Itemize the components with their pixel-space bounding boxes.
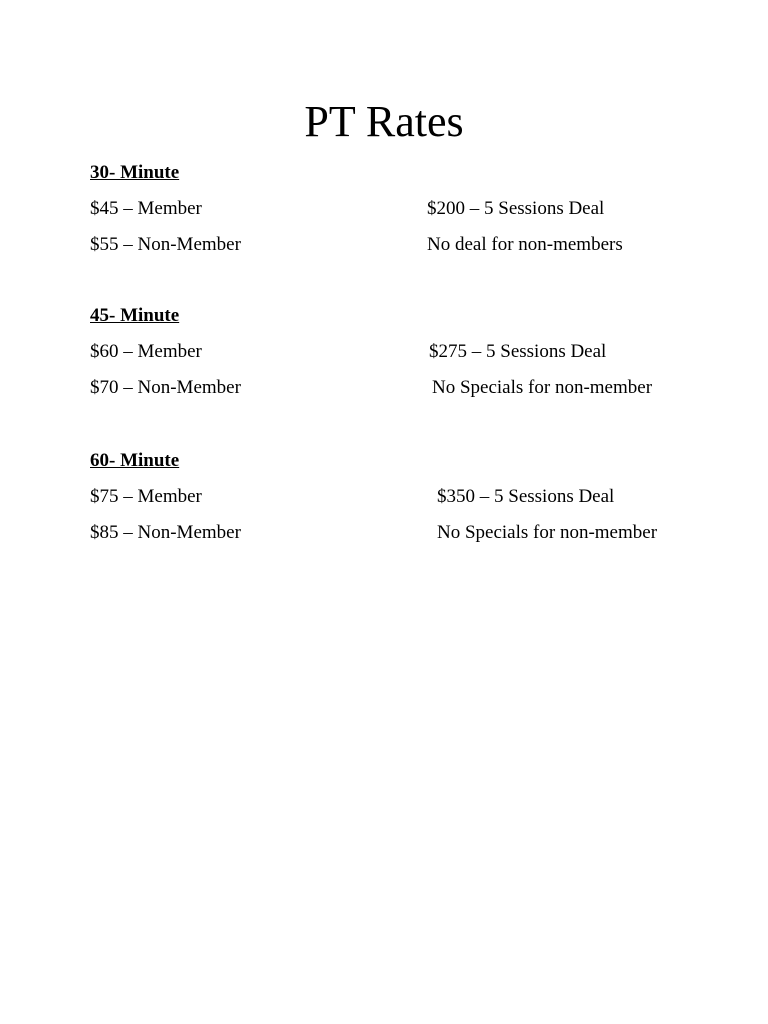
deal-non-member-45: No Specials for non-member bbox=[432, 377, 653, 398]
deal-member-30: $200 – 5 Sessions Deal bbox=[427, 198, 605, 219]
page-title: PT Rates bbox=[304, 97, 464, 146]
section-heading-45-minute: 45- Minute bbox=[90, 305, 180, 326]
section-heading-60-minute: 60- Minute bbox=[90, 450, 180, 471]
rate-member-30: $45 – Member bbox=[90, 198, 202, 219]
deal-non-member-60: No Specials for non-member bbox=[437, 522, 658, 543]
rate-non-member-60: $85 – Non-Member bbox=[90, 522, 241, 543]
rate-member-60: $75 – Member bbox=[90, 486, 202, 507]
section-heading-30-minute: 30- Minute bbox=[90, 162, 180, 183]
deal-member-60: $350 – 5 Sessions Deal bbox=[437, 486, 615, 507]
rate-non-member-30: $55 – Non-Member bbox=[90, 234, 241, 255]
deal-non-member-30: No deal for non-members bbox=[427, 234, 623, 255]
rate-non-member-45: $70 – Non-Member bbox=[90, 377, 241, 398]
deal-member-45: $275 – 5 Sessions Deal bbox=[429, 341, 607, 362]
rate-member-45: $60 – Member bbox=[90, 341, 202, 362]
